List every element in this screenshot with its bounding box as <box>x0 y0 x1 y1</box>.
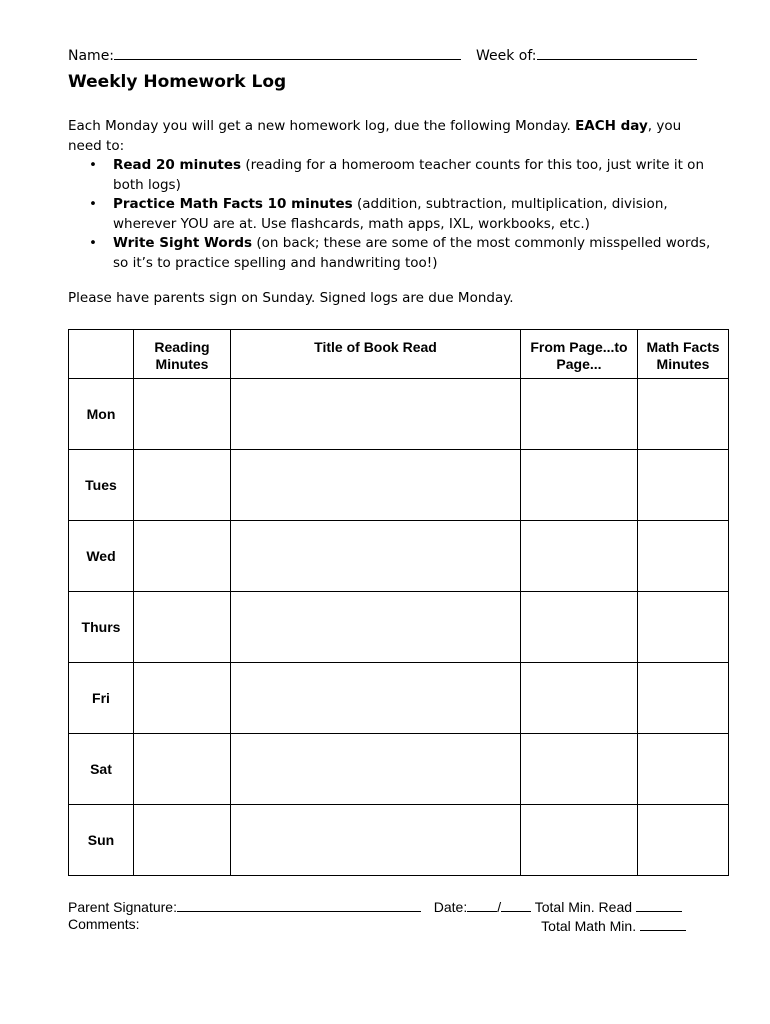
math-minutes-cell[interactable] <box>638 521 729 592</box>
book-title-cell[interactable] <box>231 734 521 805</box>
day-label: Fri <box>69 663 134 734</box>
book-title-cell[interactable] <box>231 663 521 734</box>
parent-signature-field[interactable] <box>177 897 421 912</box>
signature-row <box>68 897 682 915</box>
comments-row <box>68 916 686 932</box>
instructions-lead: Each Monday you will get a new homework log, due the following Monday. EACH day, you need to: <box>68 118 682 154</box>
header <box>68 45 537 64</box>
pages-cell[interactable] <box>521 734 638 805</box>
table-row <box>69 663 729 734</box>
total-math-group <box>541 916 686 934</box>
name-label: Name: <box>68 48 115 64</box>
table-row <box>69 734 729 805</box>
reading-minutes-cell[interactable] <box>134 521 231 592</box>
math-minutes-cell[interactable] <box>638 592 729 663</box>
total-math-label: Total Math Min. <box>541 918 637 934</box>
day-label: Thurs <box>69 592 134 663</box>
reading-minutes-cell[interactable] <box>134 450 231 521</box>
math-minutes-cell[interactable] <box>638 734 729 805</box>
pages-cell[interactable] <box>521 521 638 592</box>
sign-note: Please have parents sign on Sunday. Signed logs are due Monday. <box>68 290 514 306</box>
table-row <box>69 521 729 592</box>
bullet-icon: • <box>89 196 97 212</box>
task-item: • Practice Math Facts 10 minutes (addition, subtraction, multiplication, division, wherever YOU are at. Use flashcards, math apps, IXL, workbooks, etc.) <box>89 196 668 232</box>
comments-label: Comments: <box>68 916 140 932</box>
book-title-header: Title of Book Read <box>231 330 521 379</box>
pages-cell[interactable] <box>521 592 638 663</box>
instructions <box>68 117 718 273</box>
total-read-field[interactable] <box>636 897 682 912</box>
book-title-cell[interactable] <box>231 379 521 450</box>
table-header-row <box>69 330 729 379</box>
homework-log-table <box>68 329 729 876</box>
pages-cell[interactable] <box>521 805 638 876</box>
week-of-label: Week of: <box>476 48 537 64</box>
pages-cell[interactable] <box>521 663 638 734</box>
task-item: • Read 20 minutes (reading for a homeroom teacher counts for this too, just write it on both logs) <box>89 157 705 193</box>
table-row <box>69 379 729 450</box>
page-title: Weekly Homework Log <box>68 72 287 92</box>
name-field[interactable] <box>114 45 461 60</box>
week-of-group <box>476 45 697 64</box>
pages-header: From Page...to Page... <box>521 330 638 379</box>
week-of-field[interactable] <box>537 45 697 60</box>
parent-signature-label: Parent Signature: <box>68 899 177 915</box>
task-item: • Write Sight Words (on back; these are some of the most commonly misspelled words, so it’s to practice spelling and handwriting too!) <box>89 235 711 271</box>
table-row <box>69 450 729 521</box>
book-title-cell[interactable] <box>231 805 521 876</box>
book-title-cell[interactable] <box>231 521 521 592</box>
book-title-cell[interactable] <box>231 450 521 521</box>
table-row <box>69 805 729 876</box>
day-label: Mon <box>69 379 134 450</box>
total-math-field[interactable] <box>640 916 686 931</box>
reading-minutes-cell[interactable] <box>134 592 231 663</box>
total-read-label: Total Min. Read <box>534 899 633 915</box>
pages-cell[interactable] <box>521 379 638 450</box>
table-row <box>69 592 729 663</box>
bullet-icon: • <box>89 157 97 173</box>
math-minutes-cell[interactable] <box>638 379 729 450</box>
day-label: Wed <box>69 521 134 592</box>
day-column-header <box>69 330 134 379</box>
day-label: Sat <box>69 734 134 805</box>
day-label: Tues <box>69 450 134 521</box>
reading-minutes-cell[interactable] <box>134 734 231 805</box>
reading-minutes-cell[interactable] <box>134 663 231 734</box>
day-label: Sun <box>69 805 134 876</box>
date-month-field[interactable] <box>467 897 497 912</box>
task-list <box>68 156 718 273</box>
math-minutes-cell[interactable] <box>638 450 729 521</box>
date-separator: / <box>497 899 502 915</box>
reading-minutes-cell[interactable] <box>134 379 231 450</box>
math-minutes-cell[interactable] <box>638 805 729 876</box>
bullet-icon: • <box>89 235 97 251</box>
date-label: Date: <box>433 899 468 915</box>
math-minutes-cell[interactable] <box>638 663 729 734</box>
reading-minutes-cell[interactable] <box>134 805 231 876</box>
pages-cell[interactable] <box>521 450 638 521</box>
reading-minutes-header: Reading Minutes <box>134 330 231 379</box>
math-facts-header: Math Facts Minutes <box>638 330 729 379</box>
date-day-field[interactable] <box>501 897 531 912</box>
book-title-cell[interactable] <box>231 592 521 663</box>
